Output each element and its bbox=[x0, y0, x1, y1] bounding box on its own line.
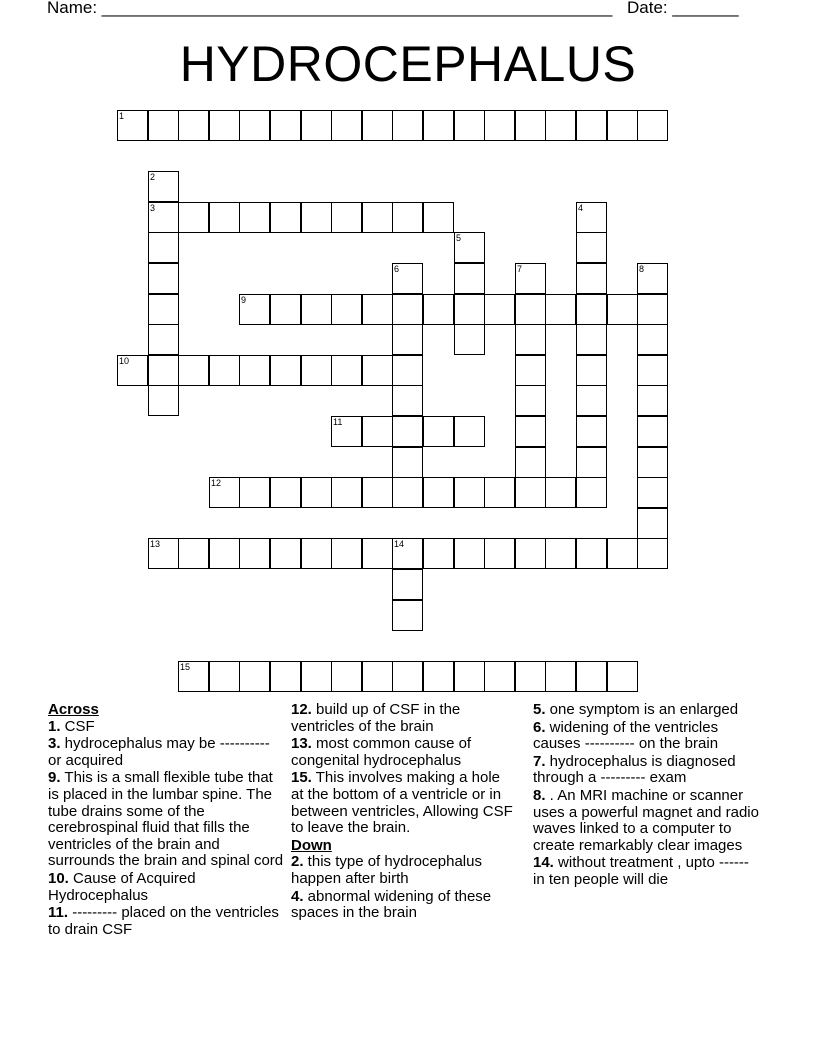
crossword-cell[interactable] bbox=[392, 324, 423, 355]
crossword-cell[interactable] bbox=[576, 661, 607, 692]
crossword-cell[interactable] bbox=[148, 232, 179, 263]
crossword-cell[interactable] bbox=[392, 110, 423, 141]
clue-across-10 bbox=[48, 871, 284, 904]
crossword-cell[interactable] bbox=[576, 232, 607, 263]
cell-number: 10 bbox=[119, 356, 130, 366]
cell-number: 14 bbox=[394, 539, 405, 549]
crossword-cell[interactable] bbox=[515, 538, 546, 569]
clue-down-8 bbox=[533, 788, 763, 854]
clue-down-7 bbox=[533, 754, 763, 787]
crossword-cell[interactable] bbox=[362, 477, 393, 508]
clue-text: This involves making a hole at the bottom of a ventricle or in between ventricles, Allowing CSF to leave the brain. bbox=[291, 769, 513, 837]
crossword-cell[interactable] bbox=[148, 538, 179, 569]
crossword-cell[interactable] bbox=[301, 538, 332, 569]
crossword-cell[interactable] bbox=[454, 110, 485, 141]
crossword-cell[interactable] bbox=[270, 202, 301, 233]
clue-text: this type of hydrocephalus happen after birth bbox=[291, 853, 482, 887]
clue-number: 4. bbox=[291, 887, 304, 905]
crossword-cell[interactable] bbox=[576, 416, 607, 447]
crossword-cell[interactable] bbox=[392, 416, 423, 447]
crossword-cell[interactable] bbox=[637, 447, 668, 478]
crossword-cell[interactable] bbox=[454, 263, 485, 294]
crossword-cell[interactable] bbox=[209, 477, 240, 508]
clue-number: 3. bbox=[48, 735, 61, 753]
clue-number: 2. bbox=[291, 853, 304, 871]
crossword-cell[interactable] bbox=[239, 294, 270, 325]
crossword-cell[interactable] bbox=[423, 202, 454, 233]
crossword-cell[interactable] bbox=[301, 110, 332, 141]
clue-column-2 bbox=[291, 702, 513, 923]
crossword-cell[interactable] bbox=[545, 477, 576, 508]
cell-number: 5 bbox=[456, 233, 462, 243]
clue-text: abnormal widening of these spaces in the brain bbox=[291, 887, 492, 922]
crossword-cell[interactable] bbox=[484, 538, 515, 569]
crossword-cell[interactable] bbox=[331, 355, 362, 386]
clue-text: This is a small flexible tube that is placed in the lumbar spine. The tube drains some of the cerebrospinal fluid that fills the ventricles of the brain and surrounds the brain and spinal cord bbox=[48, 769, 284, 870]
crossword-cell[interactable] bbox=[576, 385, 607, 416]
crossword-cell[interactable] bbox=[301, 202, 332, 233]
clue-number: 15. bbox=[291, 769, 312, 787]
down-heading: Down bbox=[291, 836, 332, 854]
crossword-cell[interactable] bbox=[362, 294, 393, 325]
crossword-cell[interactable] bbox=[576, 355, 607, 386]
crossword-cell[interactable] bbox=[515, 263, 546, 294]
crossword-cell[interactable] bbox=[148, 324, 179, 355]
clue-down-14 bbox=[533, 855, 763, 888]
crossword-cell[interactable] bbox=[392, 447, 423, 478]
crossword-cell[interactable] bbox=[454, 232, 485, 263]
crossword-cell[interactable] bbox=[392, 263, 423, 294]
crossword-cell[interactable] bbox=[270, 294, 301, 325]
clue-across-15 bbox=[291, 770, 513, 836]
cell-number: 8 bbox=[639, 264, 645, 274]
clue-number: 1. bbox=[48, 717, 61, 735]
crossword-cell[interactable] bbox=[576, 447, 607, 478]
crossword-cell[interactable] bbox=[270, 661, 301, 692]
clue-down-5 bbox=[533, 702, 763, 719]
crossword-cell[interactable] bbox=[484, 477, 515, 508]
clue-number: 10. bbox=[48, 869, 69, 887]
date-field-label: Date: _______ bbox=[627, 0, 739, 17]
crossword-cell[interactable] bbox=[270, 538, 301, 569]
crossword-cell[interactable] bbox=[148, 202, 179, 233]
crossword-cell[interactable] bbox=[454, 477, 485, 508]
crossword-cell[interactable] bbox=[454, 294, 485, 325]
across-heading: Across bbox=[48, 701, 99, 718]
clue-number: 7. bbox=[533, 752, 546, 770]
crossword-cell[interactable] bbox=[239, 661, 270, 692]
clue-down-4 bbox=[291, 889, 513, 922]
crossword-cell[interactable] bbox=[576, 202, 607, 233]
crossword-cell[interactable] bbox=[637, 110, 668, 141]
clue-text: CSF bbox=[60, 717, 95, 735]
crossword-cell[interactable] bbox=[484, 294, 515, 325]
crossword-cell[interactable] bbox=[209, 110, 240, 141]
crossword-cell[interactable] bbox=[607, 538, 638, 569]
crossword-cell[interactable] bbox=[331, 110, 362, 141]
crossword-cell[interactable] bbox=[301, 661, 332, 692]
clue-number: 14. bbox=[533, 854, 554, 872]
crossword-cell[interactable] bbox=[270, 110, 301, 141]
crossword-cell[interactable] bbox=[515, 294, 546, 325]
crossword-cell[interactable] bbox=[637, 263, 668, 294]
clue-across-13 bbox=[291, 736, 513, 769]
cell-number: 11 bbox=[333, 417, 343, 427]
crossword-cell[interactable] bbox=[178, 110, 209, 141]
clue-across-9 bbox=[48, 770, 284, 870]
clue-number: 8. bbox=[533, 786, 546, 804]
crossword-cell[interactable] bbox=[423, 294, 454, 325]
crossword-cell[interactable] bbox=[576, 110, 607, 141]
crossword-cell[interactable] bbox=[331, 416, 362, 447]
cell-number: 3 bbox=[150, 203, 156, 213]
crossword-cell[interactable] bbox=[239, 110, 270, 141]
crossword-cell[interactable] bbox=[576, 263, 607, 294]
crossword-cell[interactable] bbox=[545, 294, 576, 325]
crossword-cell[interactable] bbox=[301, 477, 332, 508]
cell-number: 7 bbox=[517, 264, 523, 274]
crossword-cell[interactable] bbox=[392, 538, 423, 569]
puzzle-title: HYDROCEPHALUS bbox=[179, 36, 637, 92]
clue-across-3 bbox=[48, 736, 284, 769]
crossword-cell[interactable] bbox=[392, 385, 423, 416]
crossword-cell[interactable] bbox=[515, 385, 546, 416]
crossword-cell[interactable] bbox=[117, 355, 148, 386]
clue-across-11 bbox=[48, 905, 284, 938]
crossword-cell[interactable] bbox=[392, 202, 423, 233]
crossword-cell[interactable] bbox=[515, 324, 546, 355]
crossword-cell[interactable] bbox=[209, 202, 240, 233]
crossword-cell[interactable] bbox=[576, 538, 607, 569]
cell-number: 13 bbox=[150, 539, 161, 549]
crossword-cell[interactable] bbox=[362, 416, 393, 447]
crossword-cell[interactable] bbox=[392, 569, 423, 600]
clue-number: 12. bbox=[291, 701, 312, 718]
crossword-cell[interactable] bbox=[331, 538, 362, 569]
crossword-cell[interactable] bbox=[209, 661, 240, 692]
clue-number: 5. bbox=[533, 701, 546, 718]
crossword-cell[interactable] bbox=[423, 538, 454, 569]
crossword-cell[interactable] bbox=[454, 538, 485, 569]
cell-number: 9 bbox=[241, 295, 247, 305]
crossword-cell[interactable] bbox=[392, 477, 423, 508]
clue-text: --------- placed on the ventricles to drain CSF bbox=[48, 904, 279, 938]
crossword-cell[interactable] bbox=[607, 110, 638, 141]
clue-down-6 bbox=[533, 720, 763, 753]
crossword-cell[interactable] bbox=[637, 416, 668, 447]
crossword-cell[interactable] bbox=[515, 447, 546, 478]
crossword-cell[interactable] bbox=[423, 661, 454, 692]
crossword-cell[interactable] bbox=[270, 355, 301, 386]
crossword-cell[interactable] bbox=[148, 171, 179, 202]
crossword-cell[interactable] bbox=[148, 110, 179, 141]
crossword-cell[interactable] bbox=[576, 477, 607, 508]
name-field-label: Name: ______________________________________________________ bbox=[47, 0, 613, 17]
clue-down-2 bbox=[291, 854, 513, 887]
crossword-cell[interactable] bbox=[637, 477, 668, 508]
crossword-cell[interactable] bbox=[392, 661, 423, 692]
crossword-cell[interactable] bbox=[515, 110, 546, 141]
crossword-cell[interactable] bbox=[576, 294, 607, 325]
crossword-cell[interactable] bbox=[545, 110, 576, 141]
crossword-cell[interactable] bbox=[515, 477, 546, 508]
crossword-cell[interactable] bbox=[454, 324, 485, 355]
crossword-cell[interactable] bbox=[545, 661, 576, 692]
crossword-cell[interactable] bbox=[484, 661, 515, 692]
crossword-cell[interactable] bbox=[637, 355, 668, 386]
crossword-cell[interactable] bbox=[454, 661, 485, 692]
crossword-cell[interactable] bbox=[301, 355, 332, 386]
crossword-cell[interactable] bbox=[239, 477, 270, 508]
crossword-cell[interactable] bbox=[607, 294, 638, 325]
crossword-cell[interactable] bbox=[545, 538, 576, 569]
crossword-cell[interactable] bbox=[637, 294, 668, 325]
cell-number: 6 bbox=[394, 264, 400, 274]
crossword-cell[interactable] bbox=[239, 355, 270, 386]
crossword-cell[interactable] bbox=[637, 324, 668, 355]
clue-text: . An MRI machine or scanner uses a powerful magnet and radio waves linked to a computer to create remarkably clear images bbox=[533, 786, 759, 854]
crossword-cell[interactable] bbox=[362, 110, 393, 141]
clue-column-1 bbox=[48, 702, 284, 939]
crossword-cell[interactable] bbox=[178, 202, 209, 233]
crossword-cell[interactable] bbox=[239, 538, 270, 569]
crossword-cell[interactable] bbox=[239, 202, 270, 233]
clue-text: most common cause of congenital hydrocephalus bbox=[291, 735, 472, 769]
crossword-cell[interactable] bbox=[331, 661, 362, 692]
crossword-cell[interactable] bbox=[148, 263, 179, 294]
crossword-cell[interactable] bbox=[209, 355, 240, 386]
crossword-cell[interactable] bbox=[607, 661, 638, 692]
cell-number: 1 bbox=[119, 111, 125, 121]
crossword-cell[interactable] bbox=[392, 355, 423, 386]
crossword-cell[interactable] bbox=[637, 538, 668, 569]
crossword-cell[interactable] bbox=[515, 661, 546, 692]
clue-text: one symptom is an enlarged bbox=[545, 701, 739, 718]
crossword-cell[interactable] bbox=[301, 294, 332, 325]
crossword-cell[interactable] bbox=[178, 355, 209, 386]
clue-number: 6. bbox=[533, 718, 546, 736]
clue-number: 13. bbox=[291, 735, 312, 753]
cell-number: 2 bbox=[150, 172, 156, 182]
crossword-cell[interactable] bbox=[423, 416, 454, 447]
crossword-cell[interactable] bbox=[331, 202, 362, 233]
crossword-cell[interactable] bbox=[515, 416, 546, 447]
crossword-cell[interactable] bbox=[362, 661, 393, 692]
crossword-cell[interactable] bbox=[423, 110, 454, 141]
clue-text: build up of CSF in the ventricles of the brain bbox=[291, 701, 461, 735]
crossword-cell[interactable] bbox=[637, 385, 668, 416]
clue-text: widening of the ventricles causes ---------- on the brain bbox=[533, 718, 719, 753]
clue-text: Cause of Acquired Hydrocephalus bbox=[48, 869, 196, 904]
crossword-cell[interactable] bbox=[454, 416, 485, 447]
clue-text: without treatment , upto ------ in ten people will die bbox=[533, 854, 749, 888]
clue-column-3 bbox=[533, 702, 763, 890]
clue-across-1 bbox=[48, 719, 284, 736]
clue-text: hydrocephalus may be ---------- or acquired bbox=[48, 735, 270, 769]
crossword-cell[interactable] bbox=[576, 324, 607, 355]
crossword-cell[interactable] bbox=[178, 538, 209, 569]
crossword-cell[interactable] bbox=[148, 355, 179, 386]
clue-number: 9. bbox=[48, 769, 61, 787]
crossword-cell[interactable] bbox=[148, 294, 179, 325]
crossword-cell[interactable] bbox=[515, 355, 546, 386]
crossword-cell[interactable] bbox=[178, 661, 209, 692]
crossword-cell[interactable] bbox=[331, 294, 362, 325]
crossword-cell[interactable] bbox=[362, 538, 393, 569]
crossword-cell[interactable] bbox=[637, 508, 668, 539]
cell-number: 4 bbox=[578, 203, 584, 213]
crossword-cell[interactable] bbox=[362, 355, 393, 386]
cell-number: 12 bbox=[211, 478, 222, 488]
cell-number: 15 bbox=[180, 662, 191, 672]
crossword-cell[interactable] bbox=[117, 110, 148, 141]
clue-text: hydrocephalus is diagnosed through a --------- exam bbox=[533, 752, 736, 787]
crossword-cell[interactable] bbox=[209, 538, 240, 569]
crossword-cell[interactable] bbox=[148, 385, 179, 416]
clue-number: 11. bbox=[48, 904, 69, 922]
crossword-cell[interactable] bbox=[423, 477, 454, 508]
crossword-cell[interactable] bbox=[331, 477, 362, 508]
crossword-cell[interactable] bbox=[270, 477, 301, 508]
crossword-cell[interactable] bbox=[392, 294, 423, 325]
clue-across-12 bbox=[291, 702, 513, 735]
crossword-cell[interactable] bbox=[484, 110, 515, 141]
crossword-cell[interactable] bbox=[392, 600, 423, 631]
crossword-cell[interactable] bbox=[362, 202, 393, 233]
